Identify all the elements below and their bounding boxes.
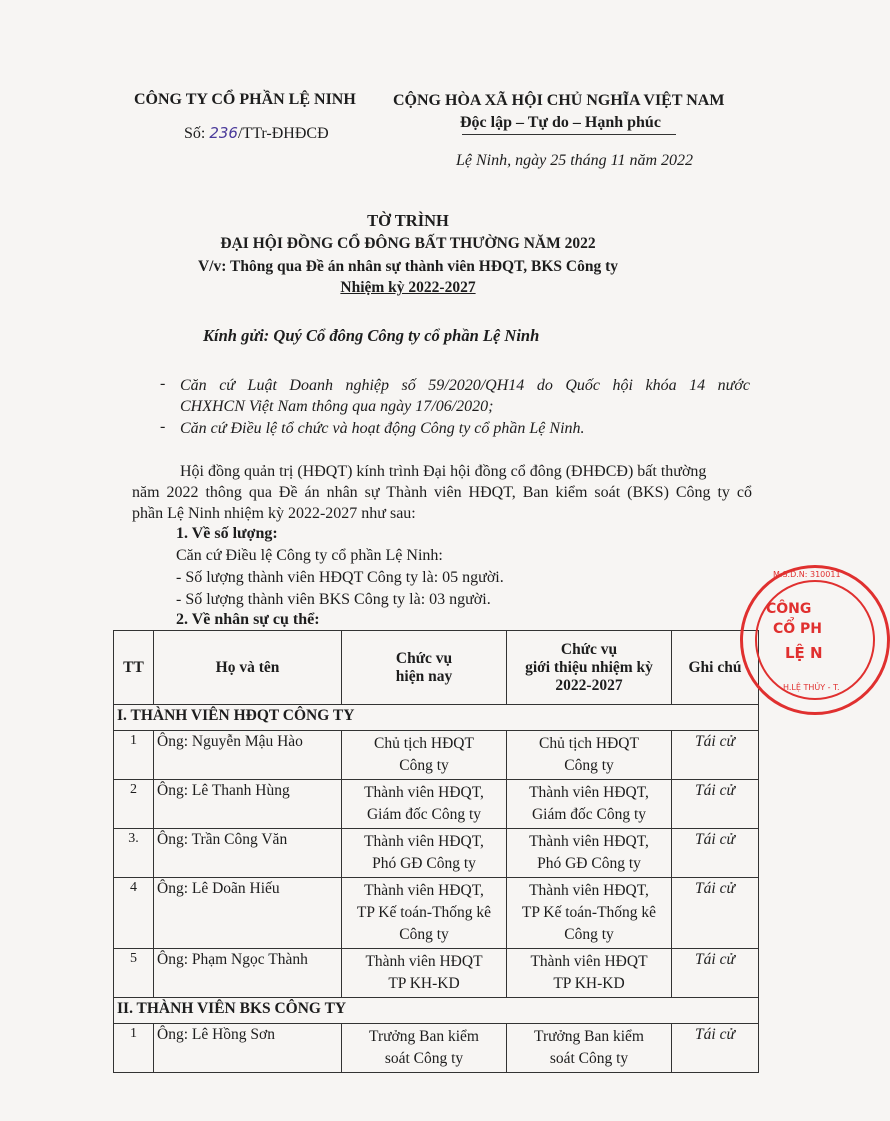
row-proposed-position	[507, 731, 672, 780]
row-note: Tái cử	[672, 878, 759, 949]
row-note: Tái cử	[672, 949, 759, 998]
basis-dash: -	[160, 375, 166, 392]
seal-line-2: CỔ PH	[773, 621, 823, 637]
row-name: Ông: Trần Công Văn	[154, 829, 342, 878]
current-position-line: Thành viên HĐQT,	[364, 784, 484, 801]
row-proposed-position	[507, 949, 672, 998]
section-quantity-heading: 1. Về số lượng:	[176, 525, 278, 542]
row-current-position	[342, 731, 507, 780]
document-title: TỜ TRÌNH	[367, 211, 449, 230]
current-position-line: Công ty	[399, 926, 449, 943]
seal-inner-ring	[755, 580, 875, 700]
title-line-1: ĐẠI HỘI ĐỒNG CỔ ĐÔNG BẤT THƯỜNG NĂM 2022	[220, 235, 596, 252]
hdqt-count: - Số lượng thành viên HĐQT Công ty là: 05 người.	[176, 569, 504, 586]
row-current-position	[342, 878, 507, 949]
current-position-line: Phó GĐ Công ty	[372, 855, 476, 872]
table-row	[114, 949, 759, 998]
basis-law-line1: Căn cứ Luật Doanh nghiệp số 59/2020/QH14 do Quốc hội khóa 14 nước	[180, 377, 750, 394]
motto-underline	[462, 134, 676, 135]
table-header-row	[114, 631, 759, 705]
header-name: Họ và tên	[154, 631, 342, 705]
current-position-line: Thành viên HĐQT	[365, 953, 483, 970]
current-position-line: Chủ tịch HĐQT	[374, 735, 474, 752]
row-current-position	[342, 780, 507, 829]
header-proposed-3: 2022-2027	[555, 676, 623, 694]
personnel-table	[113, 630, 759, 1073]
nation-title: CỘNG HÒA XÃ HỘI CHỦ NGHĨA VIỆT NAM	[393, 92, 725, 109]
current-position-line: TP KH-KD	[388, 975, 460, 992]
current-position-line: Thành viên HĐQT,	[364, 833, 484, 850]
header-proposed-position	[507, 631, 672, 705]
date-line: Lệ Ninh, ngày 25 tháng 11 năm 2022	[456, 152, 694, 169]
proposed-position-line: Thành viên HĐQT,	[529, 833, 649, 850]
section-bks-label: II. THÀNH VIÊN BKS CÔNG TY	[114, 998, 759, 1024]
doc-no-prefix: Số:	[184, 125, 210, 142]
current-position-line: Thành viên HĐQT,	[364, 882, 484, 899]
header-current-1: Chức vụ	[395, 649, 453, 667]
proposed-position-line: Phó GĐ Công ty	[537, 855, 641, 872]
proposed-position-line: Thành viên HĐQT,	[529, 784, 649, 801]
row-tt: 4	[114, 878, 154, 949]
term-text: Nhiệm kỳ 2022-2027	[340, 279, 476, 296]
doc-no-suffix: /TTr-ĐHĐCĐ	[237, 125, 329, 142]
proposed-position-line: Trưởng Ban kiểm	[534, 1028, 644, 1045]
motto: Độc lập – Tự do – Hạnh phúc	[460, 114, 661, 131]
section-quantity-basis: Căn cứ Điều lệ Công ty cổ phần Lệ Ninh:	[176, 547, 443, 564]
proposed-position-line: TP Kế toán-Thống kê	[521, 904, 657, 921]
title-line-3	[0, 279, 816, 297]
current-position-line: TP Kế toán-Thống kê	[356, 904, 492, 921]
row-proposed-position	[507, 829, 672, 878]
current-position-line: soát Công ty	[384, 1050, 464, 1067]
row-name: Ông: Nguyễn Mậu Hào	[154, 731, 342, 780]
proposed-position-line: Chủ tịch HĐQT	[539, 735, 639, 752]
section-hdqt-label: I. THÀNH VIÊN HĐQT CÔNG TY	[114, 705, 759, 731]
header-current-2: hiện nay	[395, 667, 453, 685]
table-row	[114, 878, 759, 949]
proposed-position-line: Thành viên HĐQT	[530, 953, 648, 970]
current-position-line: Trưởng Ban kiểm	[369, 1028, 479, 1045]
seal-line-1: CÔNG	[766, 601, 812, 617]
document-number	[184, 124, 329, 143]
proposed-position-line: Giám đốc Công ty	[531, 806, 647, 823]
greeting: Kính gửi: Quý Cổ đông Công ty cổ phần Lệ Ninh	[203, 326, 540, 345]
header-note: Ghi chú	[672, 631, 759, 705]
row-tt: 2	[114, 780, 154, 829]
company-name: CÔNG TY CỔ PHẦN LỆ NINH	[134, 91, 356, 108]
row-name: Ông: Lê Hồng Sơn	[154, 1024, 342, 1073]
row-tt: 5	[114, 949, 154, 998]
seal-top-text: M.S.D.N: 310011	[773, 570, 841, 579]
row-name: Ông: Lê Doãn Hiếu	[154, 878, 342, 949]
row-note: Tái cử	[672, 829, 759, 878]
table-row	[114, 731, 759, 780]
row-current-position	[342, 829, 507, 878]
table-row	[114, 1024, 759, 1073]
proposed-position-line: soát Công ty	[549, 1050, 629, 1067]
doc-no-handwritten: 236	[209, 124, 238, 142]
company-seal	[740, 565, 890, 715]
basis-law-line2: CHXHCN Việt Nam thông qua ngày 17/06/2020;	[180, 398, 494, 415]
row-tt: 3.	[114, 829, 154, 878]
proposed-position-line: Công ty	[564, 926, 614, 943]
bks-count: - Số lượng thành viên BKS Công ty là: 03 người.	[176, 591, 491, 608]
table-row	[114, 780, 759, 829]
row-tt: 1	[114, 1024, 154, 1073]
intro-line-1: Hội đồng quản trị (HĐQT) kính trình Đại hội đồng cổ đông (ĐHĐCĐ) bất thường	[180, 463, 707, 480]
row-current-position	[342, 1024, 507, 1073]
header-tt: TT	[114, 631, 154, 705]
proposed-position-line: Thành viên HĐQT,	[529, 882, 649, 899]
row-proposed-position	[507, 878, 672, 949]
proposed-position-line: Công ty	[564, 757, 614, 774]
row-tt: 1	[114, 731, 154, 780]
header-proposed-2: giới thiệu nhiệm kỳ	[525, 658, 653, 676]
header-current-position	[342, 631, 507, 705]
intro-line-3: phần Lệ Ninh nhiệm kỳ 2022-2027 như sau:	[132, 505, 416, 522]
current-position-line: Công ty	[399, 757, 449, 774]
row-name: Ông: Lê Thanh Hùng	[154, 780, 342, 829]
title-line-2: V/v: Thông qua Đề án nhân sự thành viên HĐQT, BKS Công ty	[197, 258, 619, 275]
header-proposed-1: Chức vụ	[560, 640, 618, 658]
basis-dash: -	[160, 418, 166, 435]
row-proposed-position	[507, 1024, 672, 1073]
row-note: Tái cử	[672, 1024, 759, 1073]
section-personnel-heading: 2. Về nhân sự cụ thể:	[176, 611, 320, 628]
row-proposed-position	[507, 780, 672, 829]
basis-charter: Căn cứ Điều lệ tổ chức và hoạt động Công ty cổ phần Lệ Ninh.	[180, 420, 585, 437]
section-row-bks	[114, 998, 759, 1024]
row-current-position	[342, 949, 507, 998]
table-row	[114, 829, 759, 878]
section-row-hdqt	[114, 705, 759, 731]
seal-bottom-text: H.LỆ THỦY - T.	[783, 683, 840, 692]
row-note: Tái cử	[672, 731, 759, 780]
proposed-position-line: TP KH-KD	[553, 975, 625, 992]
row-name: Ông: Phạm Ngọc Thành	[154, 949, 342, 998]
seal-line-3: LỆ N	[785, 644, 823, 662]
row-note: Tái cử	[672, 780, 759, 829]
current-position-line: Giám đốc Công ty	[366, 806, 482, 823]
intro-line-2: năm 2022 thông qua Đề án nhân sự Thành viên HĐQT, Ban kiểm soát (BKS) Công ty cổ	[132, 484, 752, 501]
